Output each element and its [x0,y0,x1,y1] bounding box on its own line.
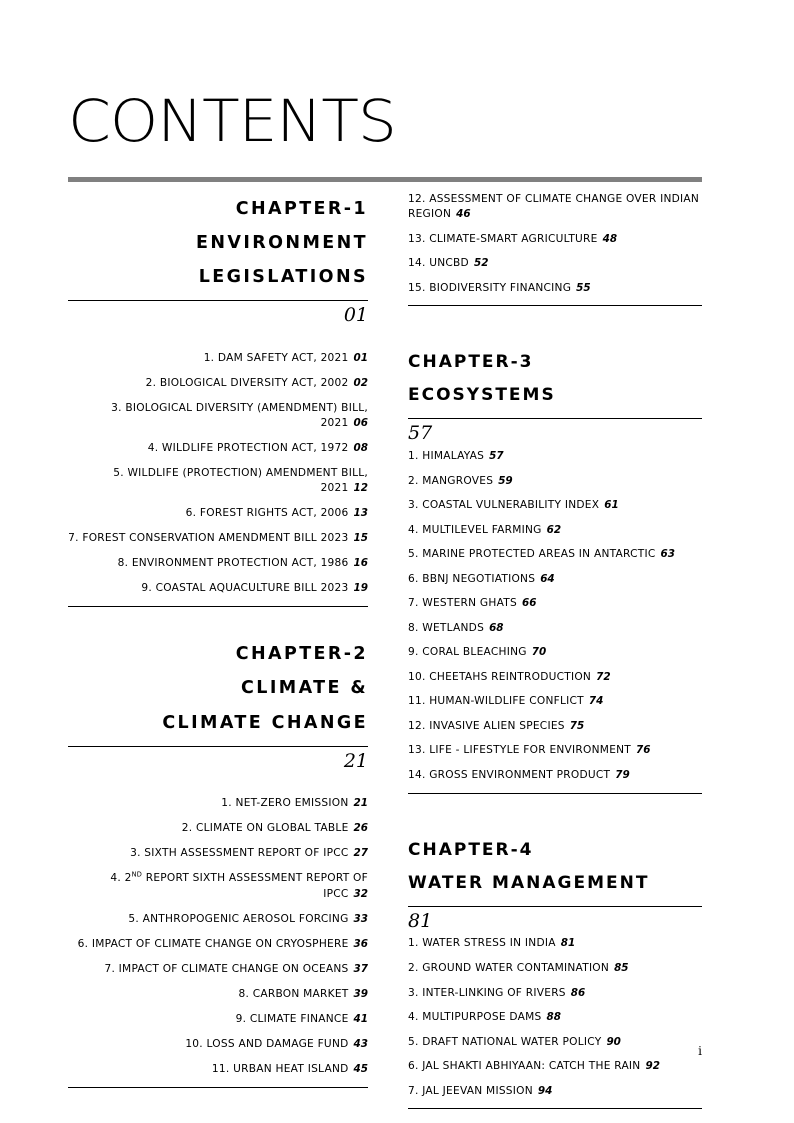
toc-entry-page-number: 70 [531,646,547,659]
toc-entry[interactable] [408,1059,702,1074]
toc-entry[interactable] [68,846,368,861]
toc-entry[interactable] [408,596,702,611]
toc-entry-ordinal-suffix: ND [131,870,143,879]
toc-entry[interactable] [68,937,368,952]
toc-entry-label: 14. UNCBD [408,257,469,270]
toc-entry-label: 4. WILDLIFE PROTECTION ACT, 1972 [147,442,349,455]
toc-entry-label: 12. ASSESSMENT OF CLIMATE CHANGE OVER INDIAN REGION [408,193,700,221]
toc-entry[interactable] [408,936,702,951]
toc-entry-label: 8. ENVIRONMENT PROTECTION ACT, 1986 [117,557,349,570]
chapter-label: CHAPTER-4 [408,839,534,860]
toc-entry-label: 1. WATER STRESS IN INDIA [408,937,556,950]
toc-entry-page-number: 01 [353,352,368,365]
toc-entry-label: 14. GROSS ENVIRONMENT PRODUCT [408,768,611,781]
toc-entry-label: 5. DRAFT NATIONAL WATER POLICY [408,1035,602,1048]
toc-entry-page-number: 13 [353,507,368,520]
page-title: CONTENTS [68,87,396,155]
toc-entry[interactable] [68,506,368,521]
toc-entry[interactable] [408,192,702,222]
toc-entry-page-number: 32 [353,887,368,900]
chapter-start-page: 01 [343,304,368,327]
chapter-label: CHAPTER-2 [235,644,368,665]
toc-entry-label: 12. INVASIVE ALIEN SPECIES [408,719,565,732]
toc-entry-page-number: 36 [353,937,368,950]
toc-entry-label: 7. JAL JEEVAN MISSION [408,1084,533,1097]
toc-entry-page-number: 21 [353,797,368,810]
toc-entry[interactable] [68,376,368,391]
toc-entry-label-cont: REPORT SIXTH ASSESSMENT REPORT OF IPCC [142,872,368,900]
toc-entry[interactable] [408,281,702,296]
toc-entry-page-number: 39 [353,987,368,1000]
toc-entry-label: 8. WETLANDS [408,621,485,634]
toc-entry[interactable] [68,466,368,496]
toc-entry-page-number: 86 [570,986,586,999]
toc-entry[interactable] [408,232,702,247]
toc-entry-page-number: 26 [353,822,368,835]
right-column [408,192,702,1109]
chapter-end-rule [68,1087,368,1088]
toc-entry-label: 3. INTER-LINKING OF RIVERS [408,986,566,999]
toc-entry-page-number: 19 [353,582,368,595]
header-divider-bar [68,177,702,182]
toc-entry[interactable] [68,962,368,977]
toc-entry-label: 6. FOREST RIGHTS ACT, 2006 [185,507,349,520]
toc-entry-page-number: 74 [588,695,604,708]
toc-entry-page-number: 06 [353,417,368,430]
toc-entry-page-number: 46 [456,208,471,221]
toc-entry-page-number: 92 [645,1060,660,1073]
toc-entry-label: 11. URBAN HEAT ISLAND [211,1062,349,1075]
toc-entry[interactable] [408,645,702,660]
toc-entry-page-number: 72 [596,670,611,683]
toc-entry[interactable] [68,531,368,546]
toc-entry-label: 5. WILDLIFE (PROTECTION) AMENDMENT BILL, 2021 [113,467,368,495]
toc-entry[interactable] [408,743,702,758]
toc-entry-page-number: 68 [489,621,504,634]
toc-entry-page-number: 15 [353,532,368,545]
toc-entry-page-number: 27 [353,847,368,860]
toc-entry[interactable] [408,547,702,562]
toc-entry[interactable] [408,572,702,587]
toc-entry-page-number: 90 [606,1035,621,1048]
chapter-title-line: ECOSYSTEMS [408,385,556,406]
toc-entry-label: 3. SIXTH ASSESSMENT REPORT OF IPCC [130,847,349,860]
left-column [68,192,368,1088]
chapter-entry-list [68,351,368,596]
toc-entry-page-number: 76 [636,744,651,757]
toc-entry[interactable] [68,401,368,431]
chapter-label: CHAPTER-1 [235,199,368,219]
toc-entry-page-number: 79 [615,768,630,781]
column-spacer [68,607,368,637]
toc-entry[interactable] [408,719,702,734]
toc-entry[interactable] [408,1084,702,1099]
toc-entry-page-number: 63 [660,548,675,561]
toc-entry-label: 11. HUMAN-WILDLIFE CONFLICT [408,695,584,708]
toc-entry-label: 10. CHEETAHS REINTRODUCTION [408,670,592,683]
chapter-title-line: ENVIRONMENT [195,233,368,254]
toc-entry-label: 4. 2 [110,872,132,885]
toc-entry[interactable] [68,441,368,456]
chapter-heading-block[interactable] [408,834,702,935]
toc-entry-label: 5. ANTHROPOGENIC AEROSOL FORCING [128,912,349,925]
toc-entry-page-number: 88 [546,1011,561,1024]
toc-entry[interactable] [68,351,368,366]
chapter-label: CHAPTER-3 [408,352,534,373]
toc-entry-label: 9. COASTAL AQUACULTURE BILL 2023 [141,582,349,595]
toc-entry-label: 1. NET-ZERO EMISSION [221,797,349,810]
toc-entry-page-number: 94 [537,1084,553,1097]
toc-entry-page-number: 55 [576,281,591,294]
toc-entry[interactable] [68,821,368,836]
toc-entry-page-number: 43 [353,1037,368,1050]
toc-entry[interactable] [408,961,702,976]
toc-entry[interactable] [68,581,368,596]
chapter-heading-block[interactable] [68,192,368,329]
toc-entry[interactable] [68,556,368,571]
toc-entry-label: 9. CLIMATE FINANCE [235,1012,349,1025]
toc-entry-label: 8. CARBON MARKET [238,987,349,1000]
chapter-title-line: CLIMATE CHANGE [162,712,368,733]
toc-entry[interactable] [68,987,368,1002]
chapter-title-line: LEGISLATIONS [198,267,368,288]
column-spacer [408,794,702,834]
toc-entry[interactable] [408,621,702,636]
chapter-entry-list [68,796,368,1076]
chapter-title-line: CLIMATE & [241,678,368,699]
toc-entry[interactable] [68,912,368,927]
toc-entry[interactable] [408,670,702,685]
toc-entry[interactable] [68,796,368,811]
toc-entry[interactable] [408,256,702,271]
chapter-entry-list [408,449,702,783]
toc-entry-label: 4. MULTIPURPOSE DAMS [408,1011,542,1024]
chapter-start-page: 57 [408,422,433,445]
toc-entry-label: 1. HIMALAYAS [408,450,485,463]
toc-entry-page-number: 75 [569,719,585,732]
chapter-title-line: WATER MANAGEMENT [408,872,650,893]
toc-entry-page-number: 08 [353,442,368,455]
toc-entry-label: 6. IMPACT OF CLIMATE CHANGE ON CRYOSPHERE [77,937,349,950]
toc-entry-label: 3. COASTAL VULNERABILITY INDEX [408,499,600,512]
toc-entry-label: 2. GROUND WATER CONTAMINATION [408,961,610,974]
toc-entry-page-number: 66 [521,597,537,610]
toc-entry-label: 13. CLIMATE-SMART AGRICULTURE [408,232,598,245]
toc-entry[interactable] [408,449,702,464]
column-spacer [408,306,702,346]
toc-entry-label: 7. FOREST CONSERVATION AMENDMENT BILL 2023 [68,532,349,545]
toc-entry-page-number: 64 [540,572,555,585]
toc-entry-label: 5. MARINE PROTECTED AREAS IN ANTARCTIC [408,548,656,561]
toc-entry[interactable] [68,871,368,901]
chapter-start-page: 21 [343,749,368,772]
continued-entry-list [408,192,702,296]
toc-entry-page-number: 41 [353,1012,368,1025]
toc-entry-page-number: 33 [353,912,368,925]
toc-entry-page-number: 62 [546,523,562,536]
chapter-entry-list [408,936,702,1098]
toc-entry-label: 6. BBNJ NEGOTIATIONS [408,572,536,585]
toc-entry-label: 15. BIODIVERSITY FINANCING [408,281,572,294]
toc-entry-label: 2. BIOLOGICAL DIVERSITY ACT, 2002 [145,377,349,390]
chapter-heading-block[interactable] [408,346,702,447]
toc-entry-label: 3. BIOLOGICAL DIVERSITY (AMENDMENT) BILL, 2021 [111,402,368,430]
toc-entry[interactable] [68,1062,368,1077]
toc-entry[interactable] [68,1012,368,1027]
toc-entry-page-number: 85 [614,961,629,974]
toc-entry[interactable] [408,694,702,709]
toc-entry[interactable] [408,768,702,783]
toc-entry[interactable] [408,986,702,1001]
toc-entry-label: 13. LIFE - LIFESTYLE FOR ENVIRONMENT [408,744,632,757]
toc-entry-label: 9. CORAL BLEACHING [408,646,527,659]
toc-entry-label: 10. LOSS AND DAMAGE FUND [185,1037,349,1050]
toc-entry-label: 2. CLIMATE ON GLOBAL TABLE [181,822,349,835]
toc-entry[interactable] [408,474,702,489]
toc-entry-page-number: 61 [604,499,619,512]
chapter-end-rule [408,1108,702,1109]
toc-entry-label: 7. WESTERN GHATS [408,597,517,610]
toc-entry-page-number: 02 [353,377,368,390]
toc-entry-page-number: 81 [560,937,576,950]
toc-entry-label: 1. DAM SAFETY ACT, 2021 [203,352,349,365]
toc-entry-page-number: 12 [353,482,368,495]
toc-entry-page-number: 48 [602,232,618,245]
toc-entry-label: 2. MANGROVES [408,474,494,487]
toc-entry[interactable] [408,523,702,538]
toc-entry-page-number: 45 [353,1062,368,1075]
toc-entry-label: 6. JAL SHAKTI ABHIYAAN: CATCH THE RAIN [408,1060,641,1073]
toc-entry-page-number: 37 [353,962,368,975]
page-folio: i [698,1044,702,1058]
chapter-heading-block[interactable] [68,637,368,774]
toc-entry-label: 4. MULTILEVEL FARMING [408,523,542,536]
toc-entry-label: 7. IMPACT OF CLIMATE CHANGE ON OCEANS [104,962,349,975]
toc-entry-page-number: 57 [489,450,504,463]
toc-entry-page-number: 52 [473,257,489,270]
chapter-start-page: 81 [408,909,433,932]
toc-entry[interactable] [408,1010,702,1025]
toc-entry-page-number: 16 [353,557,368,570]
toc-entry[interactable] [408,498,702,513]
toc-entry-page-number: 59 [498,474,513,487]
